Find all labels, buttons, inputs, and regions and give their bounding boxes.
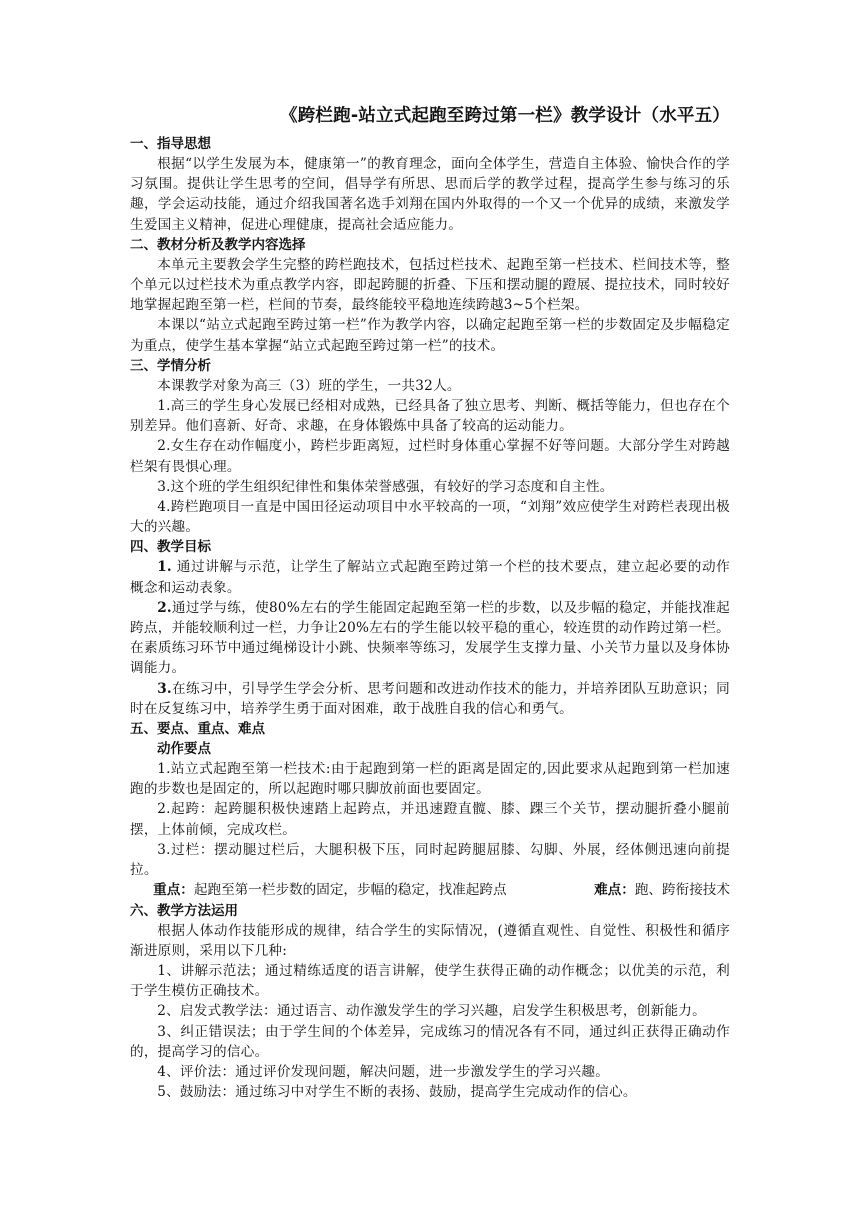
goal-text: 通过讲解与示范，让学生了解站立式起跑至跨过第一个栏的技术要点，建立起必要的动作概念和运动表象。 xyxy=(130,559,730,596)
key-point xyxy=(153,880,506,900)
subheading-action-points: 动作要点 xyxy=(157,741,211,758)
paragraph: 2.起跨：起跨腿积极快速踏上起跨点，并迅速蹬直髋、膝、踝三个关节，摆动腿折叠小腿前摆，上体前倾，完成攻栏。 xyxy=(130,801,730,838)
goal-number: 3. xyxy=(157,680,172,697)
goal-number: 1. xyxy=(157,559,172,576)
goal-number: 2. xyxy=(157,599,172,616)
paragraph: 本单元主要教会学生完整的跨栏跑技术，包括过栏技术、起跑至第一栏技术、栏间技术等，整个单元以过栏技术为重点教学内容，即起跨腿的折叠、下压和摆动腿的蹬展、提拉技术，同时较好地掌握起跑至第一栏，栏间的节奏，最终能较平稳地连续跨越3~5个栏架。 xyxy=(130,256,730,314)
paragraph: 根据人体动作技能形成的规律，结合学生的实际情况，(遵循直观性、自觉性、积极性和循序渐进原则，采用以下几种: xyxy=(130,922,730,959)
goal-text: 通过学与练，使80%左右的学生能固定起跑至第一栏的步数，以及步幅的稳定，并能找准起跨点，并能较顺利过一栏，力争让20%左右的学生能以较平稳的重心，较连贯的动作跨过第一栏。在素质练习环节中通过绳梯设计小跳、快频率等练习，发展学生支撑力量、小关节力量以及身体协调能力。 xyxy=(130,599,730,677)
section-heading-student-analysis: 三、学情分析 xyxy=(130,357,211,374)
paragraph: 3.这个班的学生组织纪律性和集体荣誉感强，有较好的学习态度和自主性。 xyxy=(157,478,614,495)
difficulty-text: 跑、跨衔接技术 xyxy=(634,882,730,899)
document-page xyxy=(130,104,730,1102)
paragraph: 4.跨栏跑项目一直是中国田径运动项目中水平较高的一项，“刘翔”效应使学生对跨栏表现出极大的兴趣。 xyxy=(130,499,730,536)
paragraph: 根据“以学生发展为本，健康第一”的教育理念，面向全体学生，营造自主体验、愉快合作的学习氛围。提供让学生思考的空间，倡导学有所思、思而后学的教学过程，提高学生参与练习的乐趣，学会运动技能，通过介绍我国著名选手刘翔在国内外取得的一个又一个优异的成绩，来激发学生爱国主义精神，促进心理健康，提高社会适应能力。 xyxy=(130,156,730,233)
paragraph: 1.高三的学生身心发展已经相对成熟，已经具备了独立思考、判断、概括等能力，但也存在个别差异。他们喜新、好奇、求趣，在身体锻炼中具备了较高的运动能力。 xyxy=(130,398,730,435)
goal-item xyxy=(130,598,730,679)
section-heading-teaching-methods: 六、教学方法运用 xyxy=(130,902,238,919)
method-item: 5、鼓励法：通过练习中对学生不断的表扬、鼓励，提高学生完成动作的信心。 xyxy=(157,1084,637,1101)
key-difficulty-line xyxy=(130,880,730,900)
section-heading-material-analysis: 二、教材分析及教学内容选择 xyxy=(130,236,306,253)
goal-text: 在练习中，引导学生学会分析、思考问题和改进动作技术的能力，并培养团队互助意识；同时在反复练习中，培养学生勇于面对困难，敢于战胜自我的信心和勇气。 xyxy=(130,680,730,717)
method-item: 1、讲解示范法；通过精练适度的语言讲解，使学生获得正确的动作概念；以优美的示范，利于学生模仿正确技术。 xyxy=(130,962,730,1000)
section-heading-guiding-ideology: 一、指导思想 xyxy=(130,136,211,152)
key-point-label: 重点： xyxy=(153,882,194,899)
paragraph: 1.站立式起跑至第一栏技术:由于起跑到第一栏的距离是固定的,因此要求从起跑到第一栏加速跑的步数也是固定的，所以起跑时哪只脚放前面也要固定。 xyxy=(130,761,730,798)
method-item: 2、启发式教学法：通过语言、动作激发学生的学习兴趣，启发学生积极思考，创新能力。 xyxy=(157,1003,706,1020)
method-item: 3、纠正错误法；由于学生间的个体差异，完成练习的情况各有不同，通过纠正获得正确动作的，提高学习的信心。 xyxy=(130,1023,730,1060)
paragraph: 本课以“站立式起跑至跨过第一栏”作为教学内容，以确定起跑至第一栏的步数固定及步幅稳定为重点，使学生基本掌握“站立式起跑至跨过第一栏”的技术。 xyxy=(130,317,730,354)
paragraph: 本课教学对象为高三（3）班的学生，一共32人。 xyxy=(157,377,461,394)
method-item: 4、评价法：通过评价发现问题，解决问题，进一步激发学生的学习兴趣。 xyxy=(157,1063,610,1080)
goal-item xyxy=(130,679,730,719)
key-point-text: 起跑至第一栏步数的固定，步幅的稳定，找准起跨点 xyxy=(193,882,507,899)
document-title: 《跨栏跑-站立式起跑至跨过第一栏》教学设计（水平五） xyxy=(280,106,730,126)
difficulty-label: 难点： xyxy=(594,882,635,899)
paragraph: 3.过栏：摆动腿过栏后，大腿积极下压，同时起跨腿屈膝、勾脚、外展，经体侧迅速向前提拉。 xyxy=(130,841,730,879)
section-heading-key-points: 五、要点、重点、难点 xyxy=(130,721,265,738)
goal-item xyxy=(130,557,730,597)
section-heading-teaching-goals: 四、教学目标 xyxy=(130,539,211,556)
paragraph: 2.女生存在动作幅度小，跨栏步距离短，过栏时身体重心掌握不好等问题。大部分学生对跨越栏架有畏惧心理。 xyxy=(130,438,730,475)
difficulty-point xyxy=(594,880,730,900)
